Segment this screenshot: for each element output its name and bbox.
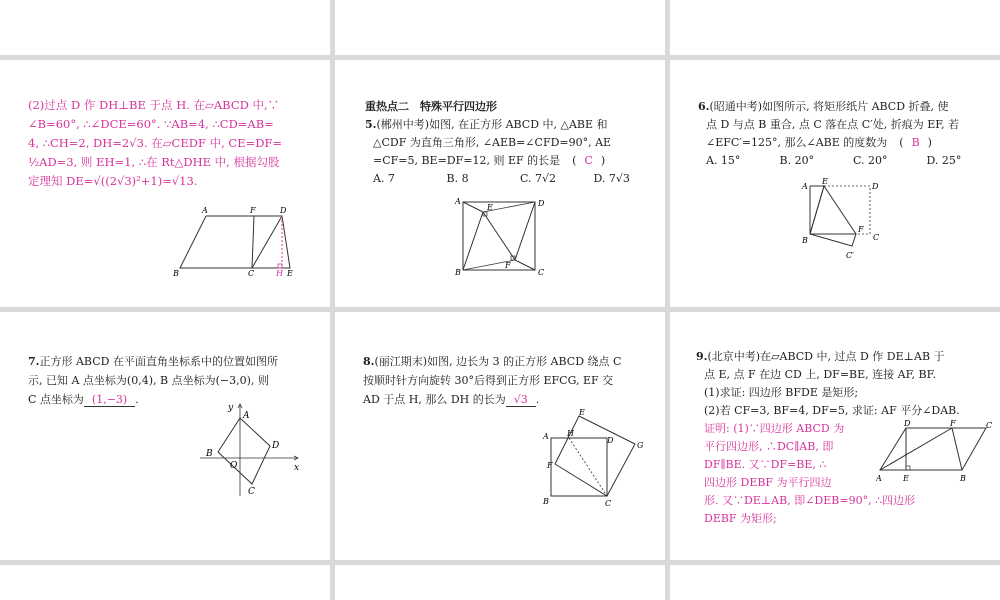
question-text: 8.(丽江期末)如图, 边长为 3 的正方形 ABCD 绕点 C 按顺时针方向旋转 30°后得到正方形 EFCG, EF 交 AD 于点 H, 那么 DH 的长为 √3 . [363,352,658,409]
option-d: D. 7√3 [593,172,630,185]
label-A: A [243,411,250,421]
proof-line: DEBF 为矩形; [704,512,777,525]
label-x: x [294,463,300,473]
question-card-7 [0,312,330,560]
question-line: =CF=5, BE=DF=12, 则 EF 的长是 [373,154,561,167]
proof-line: 形. 又∵DE⊥AB, 即∠DEB=90°, ∴四边形 [704,494,916,507]
solution-line: ∠B=60°, ∴∠DCE=60°. ∵AB=4, ∴CD=AB= [28,117,274,131]
label-F: F [547,461,553,470]
label-D: D [538,199,545,208]
question-line: C 点坐标为 [28,393,84,406]
label-A: A [455,197,461,206]
section-heading: 重热点二 特殊平行四边形 [365,100,497,113]
question-number: 8. [363,355,375,368]
label-B: B [206,449,213,459]
answer-choice: C [584,154,593,167]
solution-line: 定理知 DE=√((2√3)²+1)=√13. [28,174,198,188]
label-D: D [872,182,879,191]
label-F: F [505,261,511,270]
question-text: 7.正方形 ABCD 在平面直角坐标系中的位置如图所 示, 已知 A 点坐标为(0,4), B 点坐标为(−3,0), 则 C 点坐标为 (1,−3) . [28,352,323,409]
top-card-middle [335,0,665,55]
question-source: (郴州中考) [376,118,430,131]
option-a: A. 7 [373,172,395,185]
label-F: F [950,419,956,428]
question-line: 示, 已知 A 点坐标为(0,4), B 点坐标为(−3,0), 则 [28,374,269,387]
option-b: B. 8 [446,172,469,185]
question-text [696,348,994,420]
label-A: A [543,432,549,441]
label-C: C [605,499,612,508]
solution-line: ½AD=3, 则 EH=1, ∴在 Rt△DHE 中, 根据勾股 [28,155,280,169]
label-C: C [538,268,545,276]
label-C: C [248,269,255,278]
question-number: 6. [698,100,710,113]
top-card-left [0,0,330,55]
label-D: D [280,206,287,215]
question-line: 在▱ABCD 中, 过点 D 作 DE⊥AB 于 [760,350,945,363]
label-D: D [607,436,614,445]
solution-line: 4, ∴CH=2, DH=2√3. 在▱CEDF 中, CE=DF= [28,136,283,150]
question-line: 如图, 在正方形 ABCD 中, △ABE 和 [429,118,608,131]
label-E: E [903,474,909,483]
label-H: H [276,269,283,278]
question-source: (北京中考) [707,350,761,363]
question-number: 9. [696,350,708,363]
question-line: ∠EFC′=125°, 那么∠ABE 的度数为 [706,136,888,149]
label-C: C [248,487,255,497]
answer-blank: √3 [506,393,536,407]
solution-card-parallelogram [0,60,330,307]
question-line: AD 于点 H, 那么 DH 的长为 [363,393,506,406]
rotated-square-figure [537,408,647,510]
question-line: (2)若 CF=3, BF=4, DF=5, 求证: AF 平分∠DAB. [704,404,960,417]
question-line: 如图, 边长为 3 的正方形 ABCD 绕点 C [427,355,622,368]
label-A: A [802,182,808,191]
question-card-8 [335,312,665,560]
question-number: 5. [365,118,377,131]
fold-rectangle-figure [798,178,888,262]
question-line: 正方形 ABCD 在平面直角坐标系中的位置如图所 [39,355,278,368]
label-G: G [637,441,644,450]
label-y: y [228,403,234,413]
label-C-prime: C′ [846,251,854,260]
parallelogram-figure [170,206,300,278]
label-D: D [904,419,911,428]
proof-line: 证明: (1)∵四边形 ABCD 为 [704,422,845,435]
label-D: D [272,441,280,451]
question-line: △CDF 为直角三角形, ∠AEB=∠CFD=90°, AE [373,136,612,149]
label-E: E [579,408,585,417]
option-c: C. 20° [853,154,888,167]
proof-line: 四边形 DEBF 为平行四边 [704,476,832,489]
parallelogram-rect-figure [876,418,996,486]
question-text: 5.(郴州中考)如图, 在正方形 ABCD 中, △ABE 和 △CDF 为直角三角形, ∠AEB=∠CFD=90°, AE =CF=5, BE=DF=12, 则 EF 的长是 ( C ) A. 7 B. 8 C. 7√2 D. 7√3 [365,116,660,188]
coordinate-square-figure [196,400,306,498]
label-A: A [202,206,208,215]
question-card-6 [670,60,1000,307]
question-source: (昭通中考) [709,100,763,113]
proof-line: DF∥BE. 又∵DF=BE, ∴ [704,458,827,471]
question-line: 点 D 与点 B 重合, 点 C 落在点 C′处, 折痕为 EF, 若 [706,118,960,131]
label-E: E [287,269,293,278]
label-B: B [173,269,179,278]
answer-blank: (1,−3) [84,393,135,407]
question-card-9 [670,312,1000,560]
square-figure [447,194,547,276]
question-line: (1)求证: 四边形 BFDE 是矩形; [704,386,859,399]
bottom-card-middle [335,565,665,600]
label-C: C [986,421,993,430]
question-text: 6.(昭通中考)如图所示, 将矩形纸片 ABCD 折叠, 使 点 D 与点 B 重合, 点 C 落在点 C′处, 折痕为 EF, 若 ∠EFC′=125°, 那么∠ABE 的度数为 ( B ) A. 15° B. 20° C. 20° D. 25° [698,98,993,170]
label-B: B [543,497,549,506]
proof-line: 平行四边形, ∴DC∥AB, 即 [704,440,834,453]
top-card-right [670,0,1000,55]
answer-choice: B [911,136,920,149]
label-B: B [960,474,966,483]
bottom-card-right [670,565,1000,600]
label-E: E [487,203,493,212]
question-number: 7. [28,355,40,368]
label-B: B [455,268,461,276]
label-B: B [802,236,808,245]
label-A: A [876,474,882,483]
question-source: (丽江期末) [374,355,428,368]
label-O: O [230,461,238,471]
label-F: F [250,206,256,215]
bottom-card-left [0,565,330,600]
label-E: E [822,178,828,186]
question-card-5 [335,60,665,307]
label-H: H [567,429,574,438]
label-F: F [858,225,864,234]
option-b: B. 20° [779,154,815,167]
option-a: A. 15° [706,154,741,167]
solution-text [28,96,323,191]
label-C: C [873,233,880,242]
option-c: C. 7√2 [520,172,557,185]
question-line: 如图所示, 将矩形纸片 ABCD 折叠, 使 [762,100,949,113]
question-line: 点 E, 点 F 在边 CD 上, DF=BE, 连接 AF, BF. [704,368,936,381]
solution-line: (2)过点 D 作 DH⊥BE 于点 H. 在▱ABCD 中,∵ [28,98,280,112]
question-line: 按顺时针方向旋转 30°后得到正方形 EFCG, EF 交 [363,374,614,387]
option-d: D. 25° [926,154,962,167]
